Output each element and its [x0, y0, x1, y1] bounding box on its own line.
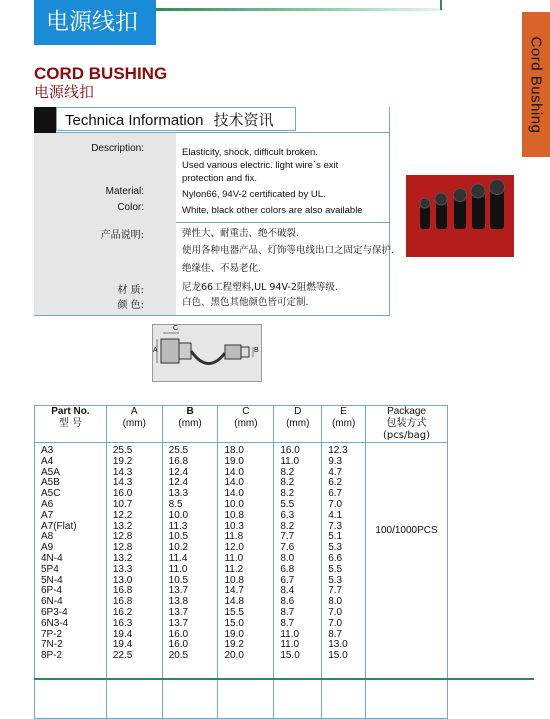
d-cell: 8.2: [280, 520, 295, 532]
b-cell: 10.0: [168, 509, 189, 521]
e-cell: 5.3: [328, 542, 343, 554]
a-cell: 12.8: [112, 542, 133, 554]
part-no-cell: 8P-2: [41, 650, 63, 662]
part-no-cell: A5B: [41, 477, 60, 489]
b-cell: 13.7: [168, 585, 189, 597]
e-cell: 12.3: [328, 445, 348, 456]
e-cell: 7.0: [328, 606, 343, 618]
product-photo: [406, 175, 514, 257]
e-cell: 5.5: [328, 563, 343, 575]
e-cell: 4.1: [328, 509, 343, 521]
material-value: Nylon66, 94V-2 certificated by UL.: [182, 189, 326, 200]
part-no-cell: 6P3-4: [41, 606, 68, 618]
a-cell: 16.0: [112, 488, 133, 500]
c-cell: 14.0: [224, 477, 244, 489]
d-cell: 8.6: [280, 596, 295, 608]
page-title-cn: 电源线扣: [34, 83, 95, 101]
d-cell: 15.0: [280, 650, 300, 662]
c-cell: 10.8: [224, 574, 244, 586]
a-cell: 12.8: [112, 531, 133, 543]
part-no-cell: 7P-2: [41, 628, 63, 640]
b-cell: 20.5: [168, 650, 189, 662]
description-cn-line-3: 绝缘佳、不易老化.: [182, 263, 262, 274]
e-cell: 8.7: [328, 628, 343, 640]
c-cell: 12.0: [224, 542, 244, 554]
part-no-cell: 6P-4: [41, 585, 63, 597]
e-cell: 7.0: [328, 498, 343, 510]
c-cell: 19.0: [224, 455, 244, 467]
b-cell: 25.5: [168, 445, 189, 456]
description-line-1: Elasticity, shock, difficult broken.: [182, 147, 318, 158]
a-cell: 22.5: [112, 650, 133, 662]
a-cell: 19.4: [112, 639, 133, 651]
info-border-right: [389, 107, 390, 315]
a-cell: 19.2: [112, 455, 133, 467]
header-package: Package 包装方式 (pcs/bag): [366, 406, 448, 443]
e-cell: 5.1: [328, 531, 343, 543]
info-heading-marker: [34, 107, 56, 133]
c-cell: 14.8: [224, 596, 244, 608]
d-cell: 16.0: [280, 445, 300, 456]
b-cell: 10.5: [168, 531, 189, 543]
part-no-cell: A4: [41, 455, 54, 467]
part-no-cell: A7(Flat): [41, 520, 77, 532]
part-no-cell: 5P4: [41, 563, 59, 575]
page-title-en: CORD BUSHING: [34, 64, 168, 83]
c-cell: 10.0: [224, 498, 244, 510]
a-cell: 13.3: [112, 563, 133, 575]
b-cell: 13.8: [168, 596, 189, 608]
info-heading-en: Technica Information: [65, 112, 204, 129]
e-cell: 5.3: [328, 574, 343, 586]
e-cell: 4.7: [328, 466, 343, 478]
part-no-cell: A9: [41, 542, 54, 554]
part-no-cell: A5C: [41, 488, 61, 500]
b-cell: 13.3: [168, 488, 189, 500]
d-cell: 6.8: [280, 563, 295, 575]
d-cell: 8.4: [280, 585, 295, 597]
part-no-cell: 5N-4: [41, 574, 63, 586]
c-cell: 11.0: [224, 552, 244, 564]
b-cell: 10.2: [168, 542, 189, 554]
c-cell: 20.0: [224, 650, 244, 662]
c-cell: 18.0: [224, 445, 244, 456]
e-cell: 6.7: [328, 488, 343, 500]
info-heading: [56, 107, 296, 131]
part-no-cell: A3: [41, 445, 54, 456]
side-tab: [522, 12, 550, 157]
spec-table: [34, 405, 448, 719]
info-heading-cn: 技术资讯: [213, 111, 274, 129]
cord-bushing-photo: [406, 175, 514, 257]
d-cell: 11.0: [280, 639, 300, 651]
package-cell: 100/1000PCS: [366, 443, 448, 719]
header-e: E (mm): [322, 406, 366, 443]
header-d: D (mm): [274, 406, 322, 443]
b-cell: 11.3: [168, 520, 188, 532]
a-cell: 12.2: [112, 509, 133, 521]
a-cell: 16.8: [112, 596, 133, 608]
d-cell: 8.7: [280, 617, 295, 629]
d-cell: 5.5: [280, 498, 295, 510]
d-cell: 11.0: [280, 628, 300, 640]
info-divider: [56, 132, 390, 133]
a-cell: 16.2: [112, 606, 133, 618]
d-cell: 8.7: [280, 606, 295, 618]
c-cell: 14.0: [224, 488, 244, 500]
b-cell: 11.0: [168, 563, 188, 575]
e-cell: 7.3: [328, 520, 343, 532]
b-cell: 16.8: [168, 455, 189, 467]
b-cell: 13.7: [168, 617, 189, 629]
c-cell: 15.0: [224, 617, 244, 629]
a-cell: 25.5: [112, 445, 133, 456]
c-cell: 10.3: [224, 520, 244, 532]
side-tab-label: Cord Bushing: [527, 36, 545, 133]
e-cell: 9.3: [328, 455, 343, 467]
header-a: A (mm): [106, 406, 162, 443]
table-header-row: [35, 406, 448, 443]
d-cell: 8.2: [280, 477, 295, 489]
header-part-no: Part No. 型 号: [35, 406, 107, 443]
b-cell: 12.4: [168, 466, 189, 478]
d-cell: 7.6: [280, 542, 295, 554]
c-cell: 15.5: [224, 606, 244, 618]
part-no-cell: 6N-4: [41, 596, 63, 608]
description-line-2: Used various electric. light wire`s exit: [182, 160, 339, 171]
d-cell: 11.0: [280, 455, 300, 467]
material-label: Material:: [105, 186, 144, 197]
b-cell: 16.0: [168, 628, 189, 640]
dimension-diagram: [152, 324, 262, 382]
a-cell: 10.7: [112, 498, 133, 510]
e-cell: 6.2: [328, 477, 343, 489]
c-cell: 11.8: [224, 531, 244, 543]
e-cell: 15.0: [328, 650, 348, 662]
e-cell: 13.0: [328, 639, 348, 651]
material-value-cn: 尼龙66工程塑料,UL 94V-2阻燃等级.: [182, 282, 338, 293]
c-cell: 19.2: [224, 639, 244, 651]
e-cell: 8.0: [328, 596, 343, 608]
a-cell: 13.2: [112, 520, 133, 532]
part-no-cell: A5A: [41, 466, 60, 478]
c-cell: 11.2: [224, 563, 244, 575]
description-cn-line-2: 使用各种电器产品、灯饰等电线出口之固定与保护.: [182, 245, 395, 256]
part-no-cell: 4N-4: [41, 552, 63, 564]
e-cell: 7.0: [328, 617, 343, 629]
a-cell: 13.2: [112, 552, 133, 564]
a-cell: 16.3: [112, 617, 133, 629]
header-b: B (mm): [162, 406, 218, 443]
footer-rule: [34, 678, 534, 680]
e-cell: 7.7: [328, 585, 343, 597]
header-c: C (mm): [218, 406, 274, 443]
color-value-cn: 白色、黑色其他颜色皆可定制.: [182, 297, 309, 308]
part-no-cell: 6N3-4: [41, 617, 69, 629]
material-label-cn: 材 质:: [117, 285, 144, 296]
c-cell: 14.0: [224, 466, 244, 478]
c-cell: 10.8: [224, 509, 244, 521]
b-cell: 8.5: [168, 498, 183, 510]
c-cell: 19.0: [224, 628, 244, 640]
a-cell: 14.3: [112, 466, 133, 478]
b-cell: 10.5: [168, 574, 189, 586]
d-cell: 6.7: [280, 574, 295, 586]
b-cell: 13.7: [168, 606, 189, 618]
d-cell: 8.0: [280, 552, 295, 564]
part-no-cell: A8: [41, 531, 54, 543]
description-label: Description:: [91, 143, 144, 154]
description-line-3: protection and fix.: [182, 173, 257, 184]
b-cell: 11.4: [168, 552, 188, 564]
c-cell: 14.7: [224, 585, 244, 597]
b-cell: 12.4: [168, 477, 189, 489]
part-no-cell: 7N-2: [41, 639, 63, 651]
color-value: White, black other colors are also available: [182, 205, 363, 216]
info-divider-mid: [176, 222, 390, 223]
b-cell: 16.0: [168, 639, 189, 651]
e-cell: 6.6: [328, 552, 343, 564]
header-rule: [154, 8, 444, 11]
dim-label-c: C: [173, 325, 179, 332]
dim-label-a: A: [153, 347, 158, 354]
description-label-cn: 产品说明:: [100, 230, 144, 241]
a-cell: 16.8: [112, 585, 133, 597]
a-cell: 14.3: [112, 477, 133, 489]
color-label: Color:: [117, 202, 144, 213]
description-cn-line-1: 弹性大、耐重击、绝不破裂.: [182, 228, 300, 239]
header-rule-tick: [440, 0, 442, 10]
d-cell: 7.7: [280, 531, 295, 543]
d-cell: 8.2: [280, 488, 295, 500]
part-no-cell: A7: [41, 509, 54, 521]
d-cell: 6.3: [280, 509, 295, 521]
dim-label-b: B: [254, 347, 259, 354]
info-border-bottom: [34, 315, 390, 316]
a-cell: 19.4: [112, 628, 133, 640]
a-cell: 13.0: [112, 574, 133, 586]
header-tab: 电源线扣: [34, 0, 156, 45]
d-cell: 8.2: [280, 466, 295, 478]
color-label-cn: 颜 色:: [117, 300, 144, 311]
part-no-cell: A6: [41, 498, 54, 510]
